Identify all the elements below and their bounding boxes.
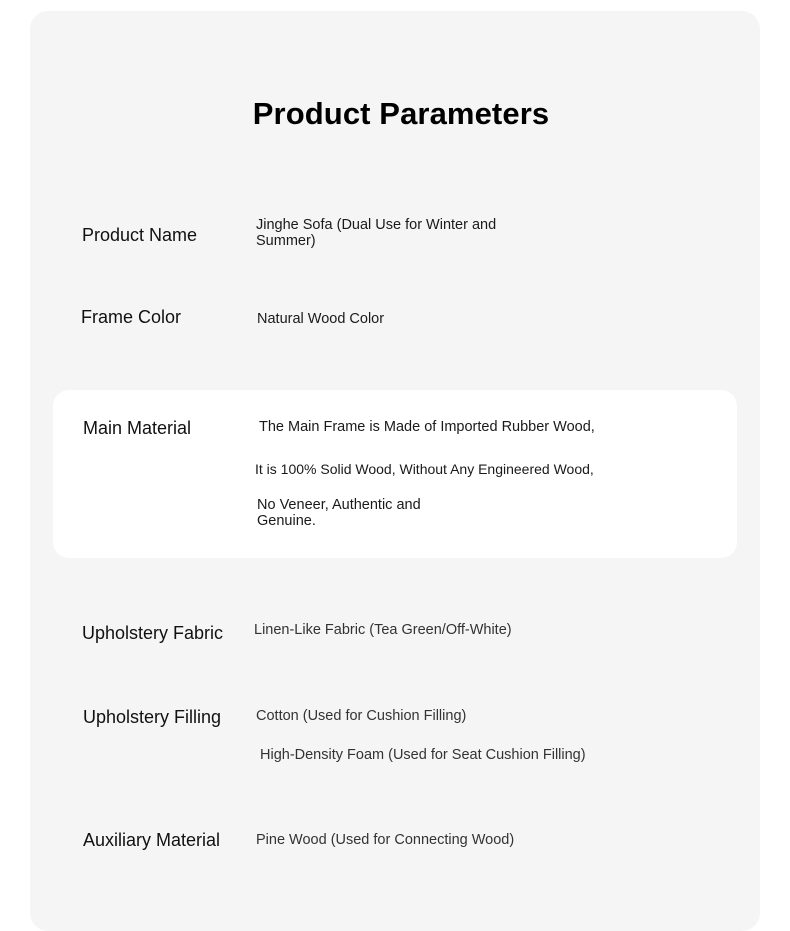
auxiliary-material-value: Pine Wood (Used for Connecting Wood) bbox=[256, 832, 515, 848]
upholstery-filling-line-2: High-Density Foam (Used for Seat Cushion Filling) bbox=[260, 747, 586, 763]
main-material-line-2: It is 100% Solid Wood, Without Any Engineered Wood, bbox=[255, 461, 594, 477]
upholstery-fabric-value: Linen-Like Fabric (Tea Green/Off-White) bbox=[254, 622, 512, 638]
main-material-line-1: The Main Frame is Made of Imported Rubber Wood, bbox=[259, 419, 595, 435]
page-title: Product Parameters bbox=[252, 96, 550, 131]
upholstery-fabric-label: Upholstery Fabric bbox=[82, 623, 224, 643]
main-material-label: Main Material bbox=[83, 418, 192, 438]
upholstery-filling-label: Upholstery Filling bbox=[83, 707, 222, 727]
product-name-label: Product Name bbox=[82, 225, 198, 245]
frame-color-value: Natural Wood Color bbox=[257, 311, 385, 327]
auxiliary-material-label: Auxiliary Material bbox=[83, 830, 221, 850]
product-name-value: Jinghe Sofa (Dual Use for Winter and Summer) bbox=[256, 217, 497, 249]
main-material-line-3: No Veneer, Authentic and Genuine. bbox=[257, 497, 421, 529]
upholstery-filling-line-1: Cotton (Used for Cushion Filling) bbox=[256, 708, 467, 724]
frame-color-label: Frame Color bbox=[81, 307, 182, 327]
